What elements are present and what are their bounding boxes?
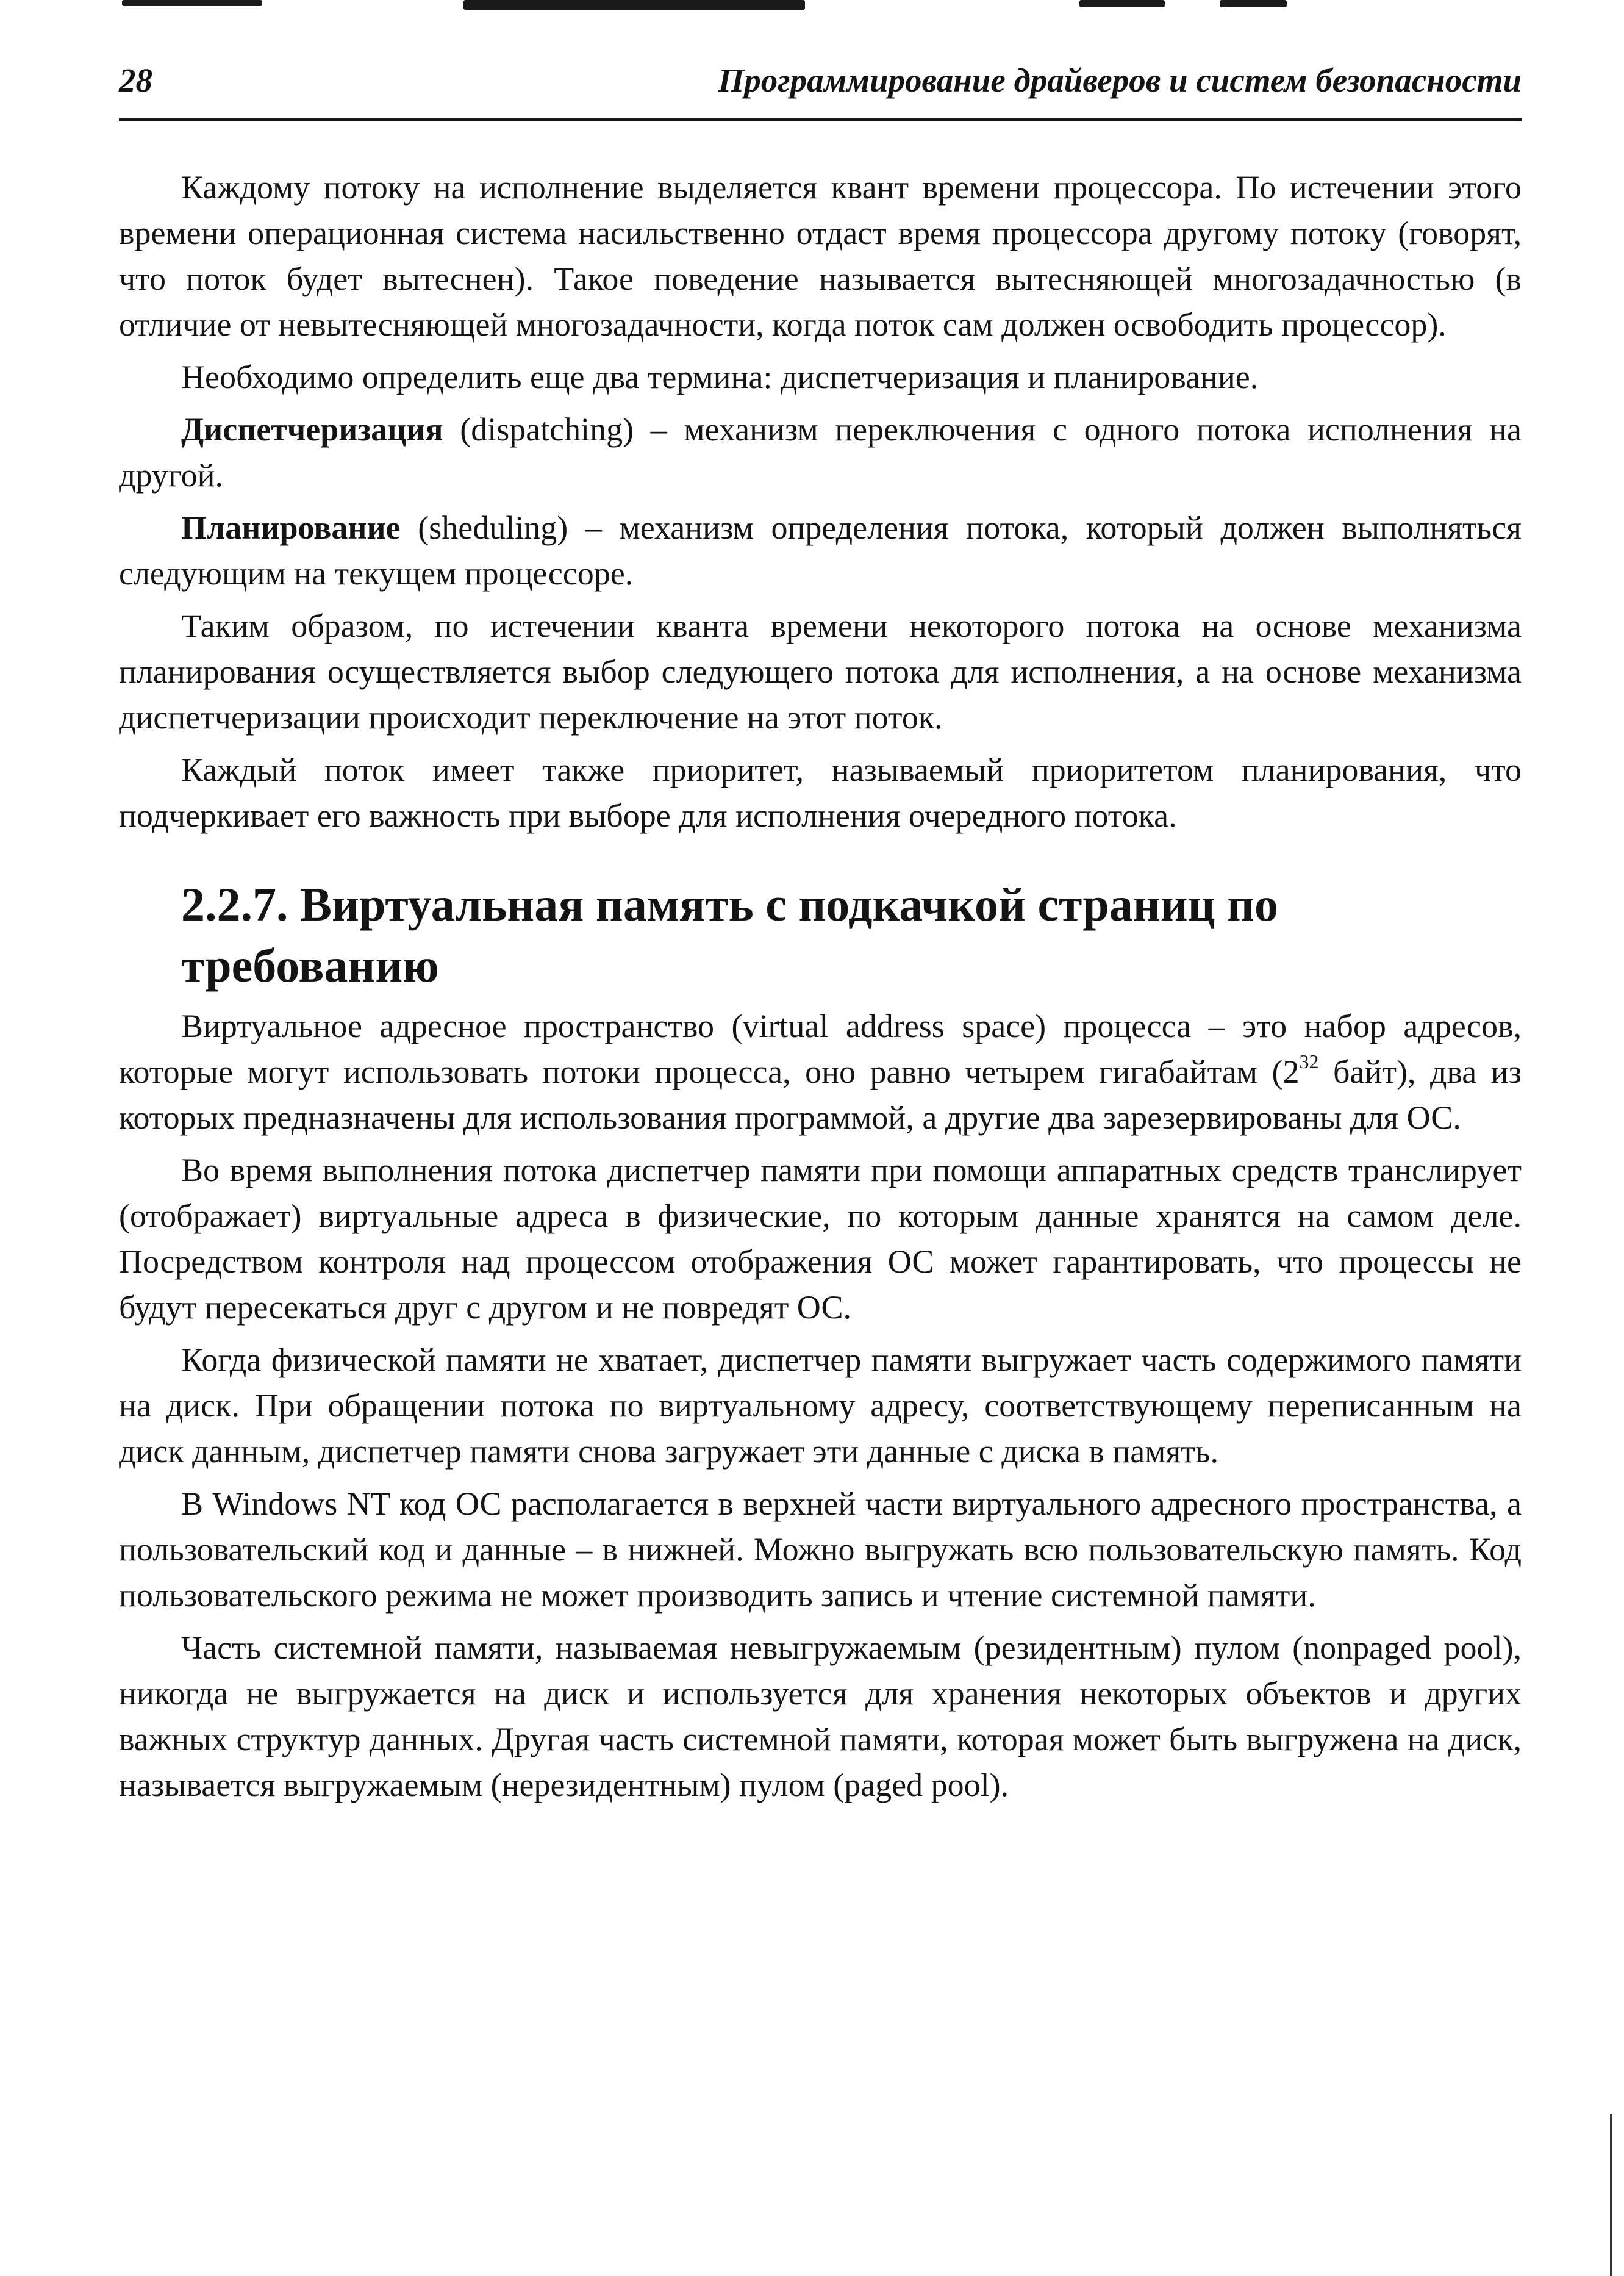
paragraph-memory-manager: Во время выполнения потока диспетчер памяти при помощи аппаратных средств транслирует (отображает) виртуальные адреса в физические, по которым данные хранятся на самом деле. Посредством контроля над процессом отображения ОС может гарантировать, что процессы не будут пересекаться друг с другом и не повредят ОС. [119, 1152, 1522, 1326]
definition-scheduling: (sheduling) – механизм определения потока, который должен выполняться следующим на текущем процессоре. [119, 509, 1522, 592]
binding-edge-line [1610, 2114, 1612, 2276]
paragraph-dispatching [119, 407, 1522, 498]
scan-artifact-top-3 [1079, 0, 1165, 7]
term-dispatching: Диспетчеризация [181, 411, 443, 448]
exponent: 32 [1299, 1050, 1319, 1072]
paragraph-windows-nt-layout: В Windows NT код ОС располагается в верхней части виртуального адресного пространства, а пользовательский код и данные – в нижней. Можно выгружать всю пользовательскую память. Код пользовательского режима не может производить запись и чтение системной памяти. [119, 1485, 1522, 1614]
page-header [119, 60, 1522, 121]
paragraph-priority: Каждый поток имеет также приоритет, называемый приоритетом планирования, что подчеркивает его важность при выборе для исполнения очередного потока. [119, 752, 1522, 834]
running-title: Программирование драйверов и систем безопасности [718, 62, 1522, 99]
definition-dispatching: (dispatching) – механизм переключения с одного потока исполнения на другой. [119, 411, 1522, 494]
scan-artifact-top-1 [122, 0, 262, 6]
term-scheduling: Планирование [181, 509, 401, 546]
scan-artifact-top-4 [1220, 0, 1287, 7]
section-heading: 2.2.7. Виртуальная память с подкачкой страниц по требованию [181, 878, 1279, 992]
page-number: 28 [119, 62, 152, 99]
vas-text-start: Виртуальное адресное пространство (virtual address space) процесса – это набор адресов, которые могут использовать потоки процесса, оно равно четырем гигабайтам (2 [119, 1008, 1522, 1090]
vas-text-end: байт), два из которых предназначены для использования программой, а другие два зарезервированы для ОС. [119, 1054, 1522, 1136]
page-body [119, 165, 1522, 1815]
paragraph-virtual-address-space [119, 1003, 1522, 1141]
paragraph-thread-selection: Таким образом, по истечении кванта времени некоторого потока на основе механизма планирования осуществляется выбор следующего потока для исполнения, а на основе механизма диспетчеризации происходит переключение на этот поток. [119, 608, 1522, 736]
paragraph-time-quantum: Каждому потоку на исполнение выделяется квант времени процессора. По истечении этого времени операционная система насильственно отдаст время процессора другому потоку (говорят, что поток будет вытеснен). Такое поведение называется вытесняющей многозадачностью (в отличие от невытесняющей многозадачности, когда поток сам должен освободить процессор). [119, 169, 1522, 343]
paragraph-memory-pools: Часть системной памяти, называемая невыгружаемым (резидентным) пулом (nonpaged pool), никогда не выгружается на диск и используется для хранения некоторых объектов и других важных структур данных. Другая часть системной памяти, которая может быть выгружена на диск, называется выгружаемым (нерезидентным) пулом (paged pool). [119, 1629, 1522, 1803]
scan-artifact-top-2 [463, 0, 805, 10]
paragraph-two-terms: Необходимо определить еще два термина: диспетчеризация и планирование. [181, 359, 1259, 395]
paragraph-paging-to-disk: Когда физической памяти не хватает, диспетчер памяти выгружает часть содержимого памяти на диск. При обращении потока по виртуальному адресу, соответствующему переписанным на диск данным, диспетчер памяти снова загружает эти данные с диска в память. [119, 1341, 1522, 1470]
paragraph-scheduling [119, 505, 1522, 597]
